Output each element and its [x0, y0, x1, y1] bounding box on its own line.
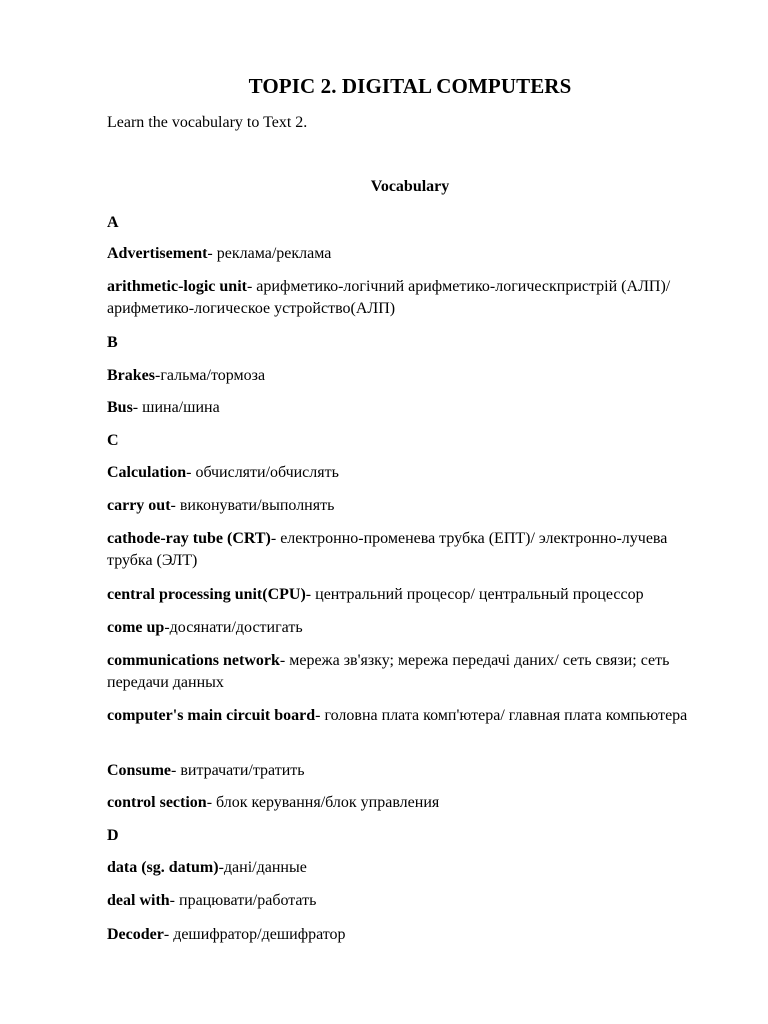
- section-letter-b: B: [107, 334, 118, 351]
- vocab-term: Calculation: [107, 464, 187, 481]
- vocab-entry: [107, 584, 707, 606]
- vocab-term: Consume: [107, 762, 172, 779]
- vocab-entry: [107, 397, 707, 419]
- vocab-definition: -дані/данные: [218, 859, 307, 876]
- intro-text: Learn the vocabulary to Text 2.: [107, 114, 308, 131]
- vocab-term: data (sg. datum): [107, 859, 219, 876]
- vocab-definition: - реклама/реклама: [207, 245, 332, 262]
- vocab-definition: - блок керування/блок управления: [206, 794, 440, 811]
- vocab-entry: [107, 617, 707, 639]
- vocab-entry: [107, 276, 697, 320]
- vocab-entry: [107, 857, 707, 879]
- vocab-entry: [107, 792, 707, 814]
- vocab-entry: [107, 924, 707, 946]
- vocab-definition: - шина/шина: [132, 399, 220, 416]
- vocab-term: control section: [107, 794, 207, 811]
- vocab-entry: [107, 890, 707, 912]
- vocab-term: arithmetic-logic unit: [107, 278, 247, 295]
- vocab-entry: [107, 365, 707, 387]
- vocab-definition: - витрачати/тратить: [171, 762, 305, 779]
- vocab-entry: [107, 760, 707, 782]
- vocab-definition: - мережа зв'язку; мережа передачі даних/ сеть связи; сеть передачи данных: [107, 652, 670, 691]
- section-letter-d: D: [107, 827, 119, 844]
- vocab-term: cathode-ray tube (CRT): [107, 530, 271, 547]
- vocab-term: computer's main circuit board: [107, 707, 316, 724]
- vocab-term: carry out: [107, 497, 171, 514]
- vocab-entry: [107, 243, 707, 265]
- vocab-entry: [107, 528, 697, 572]
- vocab-entry: [107, 650, 697, 694]
- vocab-term: Bus: [107, 399, 133, 416]
- vocab-term: Decoder: [107, 926, 164, 943]
- page-title: TOPIC 2. DIGITAL COMPUTERS: [248, 74, 572, 98]
- vocab-definition: - дешифратор/дешифратор: [163, 926, 346, 943]
- vocab-entry: [107, 462, 707, 484]
- vocab-definition: - арифметико-логічний арифметико-логическпристрій (АЛП)/ арифметико-логическое устройство(АЛП): [107, 278, 671, 317]
- section-letter-a: A: [107, 214, 119, 231]
- vocab-definition: - виконувати/выполнять: [170, 497, 335, 514]
- vocab-term: Brakes: [107, 367, 155, 384]
- vocab-definition: - обчисляти/обчислять: [186, 464, 339, 481]
- vocab-term: communications network: [107, 652, 280, 669]
- vocab-term: come up: [107, 619, 165, 636]
- vocab-definition: - працювати/работать: [169, 892, 317, 909]
- vocab-definition: -гальма/тормоза: [155, 367, 266, 384]
- vocab-definition: - електронно-променева трубка (ЕПТ)/ электронно-лучева трубка (ЭЛТ): [107, 530, 668, 569]
- vocab-term: central processing unit(CPU): [107, 586, 306, 603]
- vocab-entry: [107, 705, 697, 727]
- vocab-entry: [107, 495, 707, 517]
- section-letter-c: C: [107, 432, 119, 449]
- vocab-term: deal with: [107, 892, 170, 909]
- vocabulary-heading: Vocabulary: [370, 178, 450, 195]
- vocab-definition: -досянати/достигать: [164, 619, 303, 636]
- vocab-definition: - головна плата комп'ютера/ главная плата компьютера: [315, 707, 688, 724]
- vocab-definition: - центральний процесор/ центральный процессор: [305, 586, 644, 603]
- vocab-term: Advertisement: [107, 245, 208, 262]
